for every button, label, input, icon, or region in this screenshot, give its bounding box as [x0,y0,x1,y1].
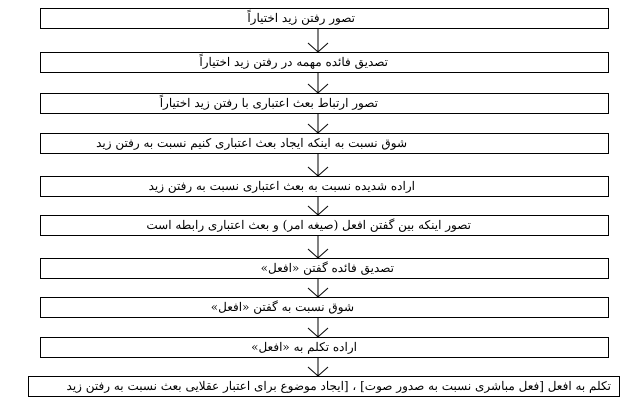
arrow-7-8 [308,279,328,297]
arrow-6-7 [308,236,328,258]
step-box-9 [40,337,609,358]
arrow-8-9 [308,318,328,337]
arrow-9-10 [308,358,328,376]
step-text-2: تصدیق فائده مهمه در رفتن زید اختیاراً [199,55,388,69]
arrow-1-2-head [308,43,328,52]
step-text-7: تصدیق فائده گفتن «افعل» [260,261,394,275]
step-box-3 [40,93,609,114]
arrow-5-6-head [308,206,328,215]
step-box-4 [40,133,609,154]
arrow-3-4-head [308,124,328,133]
step-text-3: تصور ارتباط بعث اعتباری با رفتن زید اختیاراً [159,96,378,110]
step-text-10: تکلم به افعل [فعل مباشری نسبت به صدور صوت] ، [ایجاد موضوع برای اعتبار عقلایی بعث نسبت به رفتن زید [66,379,611,393]
step-box-10 [28,376,620,397]
step-box-6 [40,215,609,236]
step-text-1: تصور رفتن زید اختیاراً [247,11,355,25]
arrow-1-2 [308,29,328,52]
arrow-4-5-head [308,167,328,176]
arrow-6-7-head [308,249,328,258]
step-text-4: شوق نسبت به اینکه ایجاد بعث اعتباری کنیم نسبت به رفتن زید [96,136,407,150]
step-box-7 [40,258,609,279]
step-box-5 [40,176,609,197]
arrow-2-3 [308,73,328,93]
step-box-8 [40,297,609,318]
arrow-7-8-head [308,288,328,297]
arrow-9-10-head [308,367,328,376]
step-text-5: اراده شدیده نسبت به بعث اعتباری نسبت به رفتن زید [148,179,415,193]
arrow-4-5 [308,154,328,176]
arrow-2-3-head [308,84,328,93]
step-text-9: اراده تکلم به «افعل» [251,340,357,354]
step-text-8: شوق نسبت به گفتن «افعل» [210,300,354,314]
step-box-2 [40,52,609,73]
arrow-5-6 [308,197,328,215]
step-box-1 [40,8,609,29]
step-text-6: تصور اینکه بین گفتن افعل (صیغه امر) و بعث اعتباری رابطه است [146,218,471,232]
arrow-8-9-head [308,328,328,337]
arrow-3-4 [308,114,328,133]
